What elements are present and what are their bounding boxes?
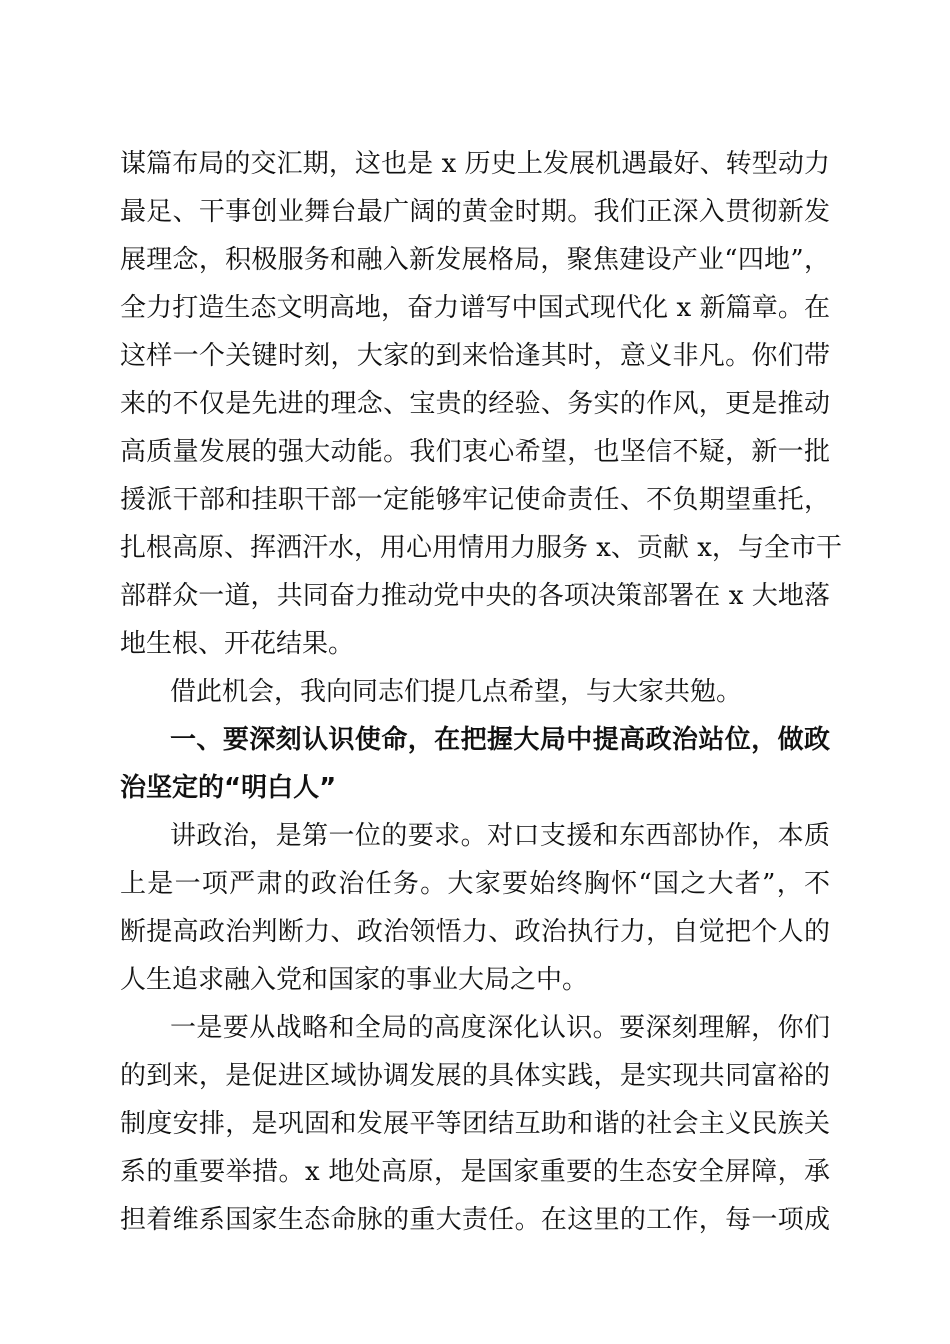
paragraph-line: 部群众一道，共同奋力推动党中央的各项决策部署在 x 大地落	[120, 581, 830, 611]
paragraph-line: 地生根、开花结果。	[120, 629, 355, 659]
paragraph-line: 系的重要举措。x 地处高原，是国家重要的生态安全屏障，承	[120, 1157, 830, 1187]
paragraph-line: 断提高政治判断力、政治领悟力、政治执行力，自觉把个人的	[120, 917, 830, 947]
paragraph-line: 最足、干事创业舞台最广阔的黄金时期。我们正深入贯彻新发	[120, 197, 830, 227]
paragraph-line: 援派干部和挂职干部一定能够牢记使命责任、不负期望重托，	[120, 485, 830, 515]
paragraph-line: 全力打造生态文明高地，奋力谱写中国式现代化 x 新篇章。在	[120, 293, 830, 323]
paragraph-line: 谋篇布局的交汇期，这也是 x 历史上发展机遇最好、转型动力	[120, 149, 830, 179]
paragraph-line: 高质量发展的强大动能。我们衷心希望，也坚信不疑，新一批	[120, 437, 830, 467]
paragraph-line: 一是要从战略和全局的高度深化认识。要深刻理解，你们	[170, 1013, 830, 1043]
paragraph-line: 讲政治，是第一位的要求。对口支援和东西部协作，本质	[170, 821, 830, 851]
paragraph-line: 来的不仅是先进的理念、宝贵的经验、务实的作风，更是推动	[120, 389, 830, 419]
paragraph-line: 人生追求融入党和国家的事业大局之中。	[120, 965, 589, 995]
paragraph-line: 上是一项严肃的政治任务。大家要始终胸怀“国之大者”，不	[120, 869, 830, 899]
paragraph-line: 这样一个关键时刻，大家的到来恰逢其时，意义非凡。你们带	[120, 341, 830, 371]
paragraph-line: 扎根高原、挥洒汗水，用心用情用力服务 x、贡献 x，与全市干	[120, 533, 842, 563]
paragraph-line: 担着维系国家生态命脉的重大责任。在这里的工作，每一项成	[120, 1205, 830, 1235]
paragraph-line: 展理念，积极服务和融入新发展格局，聚焦建设产业“四地”，	[120, 245, 830, 275]
section-heading: 治坚定的“明白人”	[120, 773, 337, 803]
paragraph-line: 的到来，是促进区域协调发展的具体实践，是实现共同富裕的	[120, 1061, 830, 1091]
paragraph-line: 借此机会，我向同志们提几点希望，与大家共勉。	[170, 677, 743, 707]
paragraph-line: 制度安排，是巩固和发展平等团结互助和谐的社会主义民族关	[120, 1109, 830, 1139]
section-heading: 一、要深刻认识使命，在把握大局中提高政治站位，做政	[170, 725, 830, 755]
